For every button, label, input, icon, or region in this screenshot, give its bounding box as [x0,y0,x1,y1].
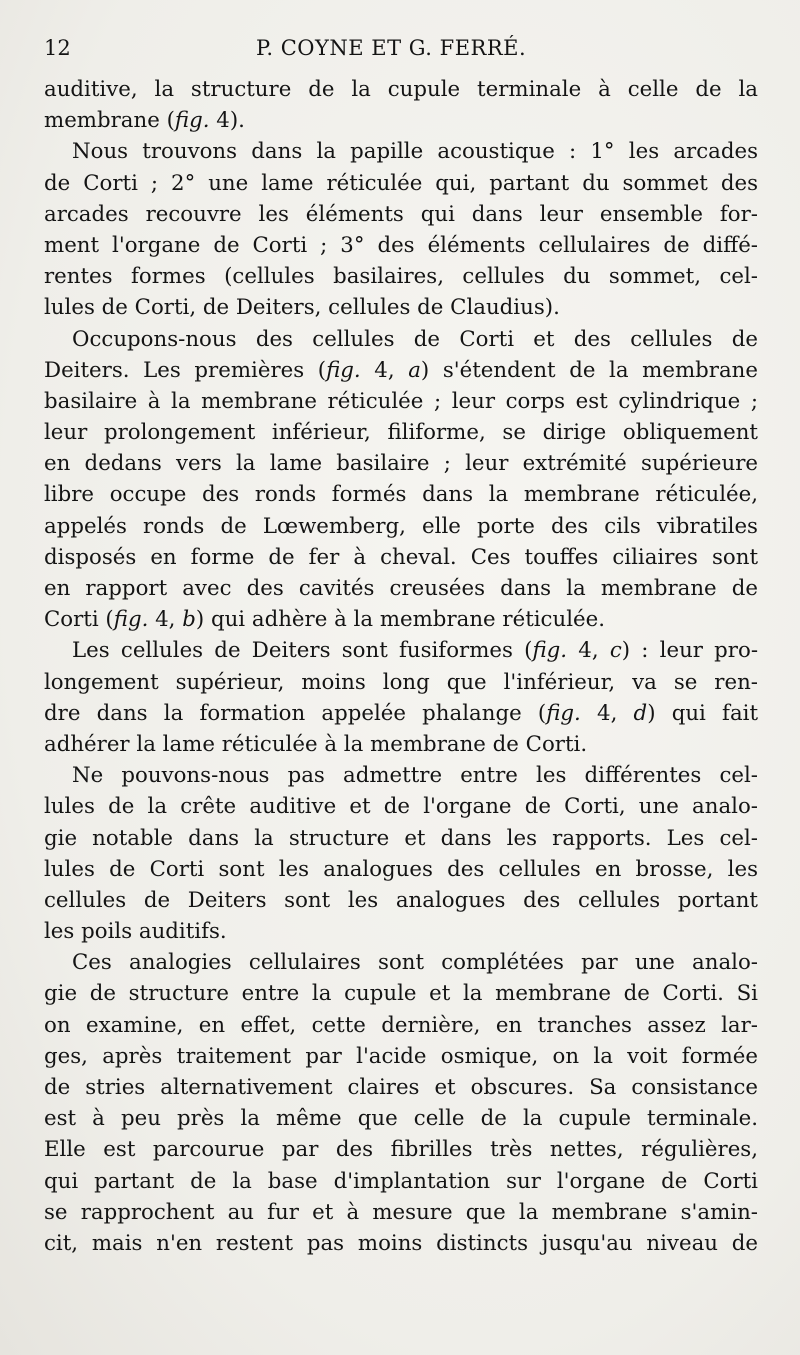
text-line: de stries alternativement claires et obscures. Sa consistance [44,1075,758,1100]
paragraph [44,947,758,1259]
text-line: Deiters. Les premières (fig. 4, a) s'étendent de la membrane [44,357,758,383]
paragraph [44,136,758,323]
text-line: de Corti ; 2° une lame réticulée qui, partant du sommet des [44,170,758,196]
text-line: cellules de Deiters sont les analogues des cellules portant [44,887,758,913]
text-line: les poils auditifs. [44,919,227,945]
text-line: en dedans vers la lame basilaire ; leur extrémité supérieure [44,451,758,477]
text-line: cit, mais n'en restent pas moins distincts jusqu'au niveau de [44,1230,758,1256]
text-line: membrane (fig. 4). [44,108,245,134]
text-line: ges, après traitement par l'acide osmique, on la voit formée [44,1043,758,1069]
running-head: P. COYNE ET G. FERRÉ. [256,36,527,60]
paragraph [44,635,758,760]
text-line: appelés ronds de Lœwemberg, elle porte des cils vibratiles [44,513,758,539]
text-line: auditive, la structure de la cupule terminale à celle de la [44,77,758,102]
text-line: libre occupe des ronds formés dans la membrane réticulée, [44,482,758,508]
text-line: Ne pouvons-nous pas admettre entre les différentes cel- [72,763,758,789]
text-line: Nous trouvons dans la papille acoustique : 1° les arcades [72,139,758,165]
text-line: disposés en forme de fer à cheval. Ces touffes ciliaires sont [44,544,758,570]
text-line: Les cellules de Deiters sont fusiformes (fig. 4, c) : leur pro- [72,638,758,664]
text-line: rentes formes (cellules basilaires, cellules du sommet, cel- [44,264,758,290]
text-line: Elle est parcourue par des fibrilles très nettes, régulières, [44,1137,758,1163]
text-line: lules de Corti, de Deiters, cellules de Claudius). [44,295,560,321]
text-line: lules de la crête auditive et de l'organe de Corti, une analo- [44,794,758,820]
text-line: se rapprochent au fur et à mesure que la membrane s'amin- [44,1199,758,1225]
text-line: gie de structure entre la cupule et la membrane de Corti. Si [44,981,758,1007]
text-line: Occupons-nous des cellules de Corti et des cellules de [72,326,758,352]
text-line: Corti (fig. 4, b) qui adhère à la membrane réticulée. [44,607,605,633]
text-line: basilaire à la membrane réticulée ; leur corps est cylindrique ; [44,388,758,414]
text-line: lules de Corti sont les analogues des cellules en brosse, les [44,856,758,882]
text-line: longement supérieur, moins long que l'inférieur, va se ren- [44,669,758,695]
text-line: leur prolongement inférieur, filiforme, se dirige obliquement [44,420,758,446]
paragraph [44,74,758,136]
paragraph [44,760,758,947]
paragraph [44,324,758,636]
text-line: est à peu près la même que celle de la cupule terminale. [44,1106,758,1132]
text-line: qui partant de la base d'implantation sur l'organe de Corti [44,1168,758,1194]
text-line: Ces analogies cellulaires sont complétées par une analo- [72,950,758,976]
text-line: ment l'organe de Corti ; 3° des éléments cellulaires de diffé- [44,232,758,258]
page-header [44,36,760,68]
text-line: dre dans la formation appelée phalange (fig. 4, d) qui fait [44,700,758,726]
text-line: gie notable dans la structure et dans les rapports. Les cel- [44,825,758,851]
body-text [44,74,758,1259]
text-line: en rapport avec des cavités creusées dans la membrane de [44,576,758,601]
page-number: 12 [44,36,71,60]
text-line: arcades recouvre les éléments qui dans leur ensemble for- [44,201,758,227]
text-line: on examine, en effet, cette dernière, en tranches assez lar- [44,1012,758,1038]
text-line: adhérer la lame réticulée à la membrane de Corti. [44,731,588,757]
